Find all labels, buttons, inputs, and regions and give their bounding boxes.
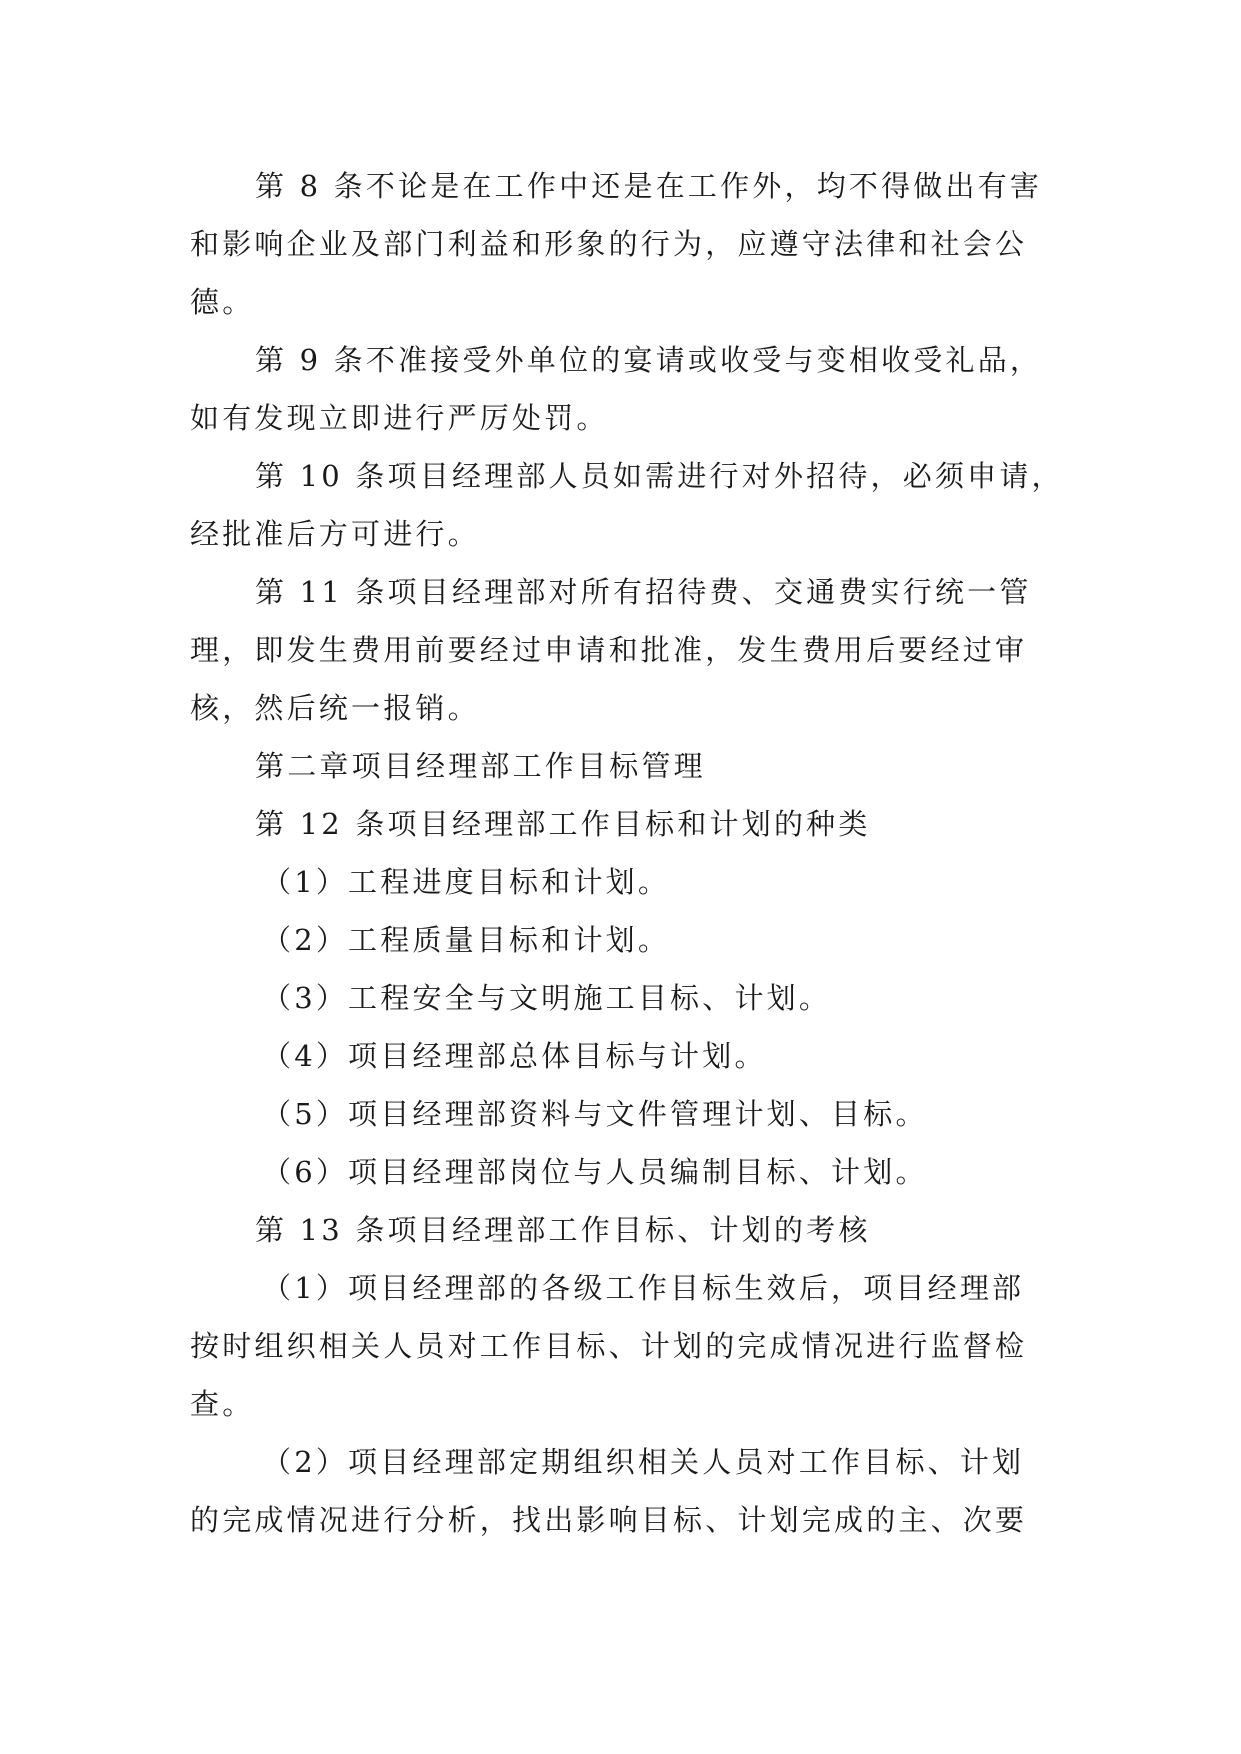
list-item: （3）工程安全与文明施工目标、计划。 (262, 981, 832, 1015)
article-8-line-2: 和影响企业及部门利益和形象的行为，应遵守法律和社会公 (190, 227, 1028, 261)
article-13-heading: 第 13 条项目经理部工作目标、计划的考核 (255, 1213, 871, 1247)
list-item: （2）工程质量目标和计划。 (262, 923, 671, 957)
article-11-line-2: 理，即发生费用前要经过申请和批准，发生费用后要经过审 (190, 633, 1028, 667)
article-10-line-1: 第 10 条项目经理部人员如需进行对外招待，必须申请， (255, 459, 1064, 493)
article-10-line-2: 经批准后方可进行。 (190, 517, 480, 551)
article-9-line-2: 如有发现立即进行严厉处罚。 (190, 401, 609, 435)
article-11-line-3: 核，然后统一报销。 (190, 691, 480, 725)
article-11-line-1: 第 11 条项目经理部对所有招待费、交通费实行统一管 (255, 575, 1032, 609)
list-item: （4）项目经理部总体目标与计划。 (262, 1039, 767, 1073)
list-item: （6）项目经理部岗位与人员编制目标、计划。 (262, 1155, 928, 1189)
article-8-line-1: 第 8 条不论是在工作中还是在工作外，均不得做出有害 (255, 169, 1043, 203)
article-13-item-1-line-3: 查。 (190, 1387, 255, 1421)
chapter-heading: 第二章项目经理部工作目标管理 (255, 749, 706, 783)
article-13-item-1-line-1: （1）项目经理部的各级工作目标生效后，项目经理部 (262, 1271, 1025, 1305)
article-8-line-3: 德。 (190, 285, 255, 319)
article-13-item-1-line-2: 按时组织相关人员对工作目标、计划的完成情况进行监督检 (190, 1329, 1028, 1363)
article-13-item-2-line-2: 的完成情况进行分析，找出影响目标、计划完成的主、次要 (190, 1503, 1028, 1537)
article-12-heading: 第 12 条项目经理部工作目标和计划的种类 (255, 807, 871, 841)
list-item: （5）项目经理部资料与文件管理计划、目标。 (262, 1097, 928, 1131)
article-13-item-2-line-1: （2）项目经理部定期组织相关人员对工作目标、计划 (262, 1445, 1025, 1479)
article-9-line-1: 第 9 条不准接受外单位的宴请或收受与变相收受礼品， (255, 343, 1043, 377)
list-item: （1）工程进度目标和计划。 (262, 865, 671, 899)
